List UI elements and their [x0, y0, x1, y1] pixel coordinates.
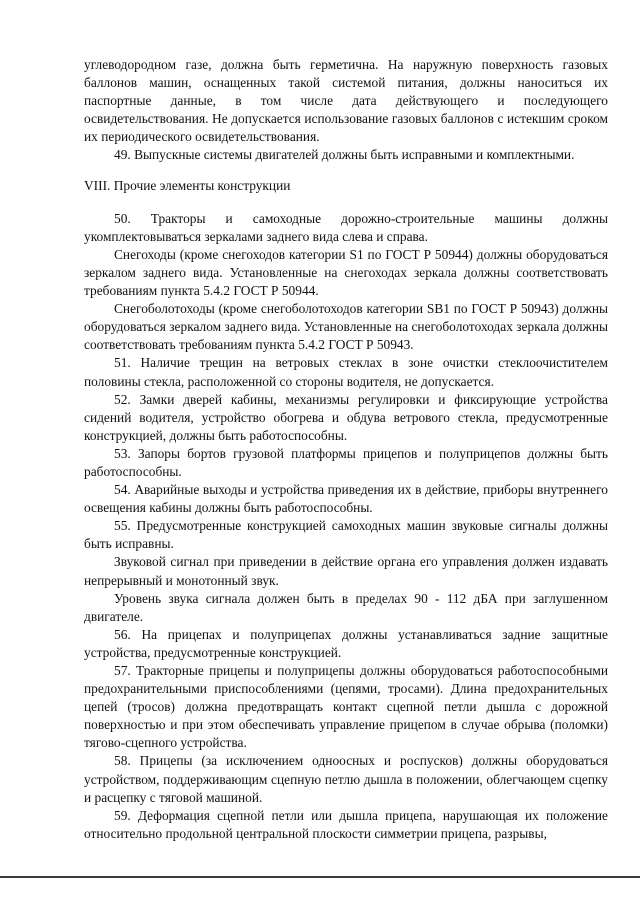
section-heading: VIII. Прочие элементы конструкции: [84, 177, 291, 193]
paragraph-continuation: углеводородном газе, должна быть герметична. На наружную поверхность газовых баллонов машин, оснащенных такой системой питания, должны наноситься их паспортные данные, в том числе дата действующего и последующего освидетельствования. Не допускается использование газовых баллонов с истекшим сроком их периодического освидетельствования.: [84, 57, 608, 145]
paragraph-50-swamp-vehicles: Снегоболотоходы (кроме снегоболотоходов категории SB1 по ГОСТ Р 50943) должны оборудоваться зеркалом заднего вида. Установленные на снегоболотоходах зеркала должны соответствовать требованиям пункта 5.4.2 ГОСТ Р 50943.: [84, 301, 608, 353]
scan-edge-divider: [0, 876, 640, 878]
paragraph-51: 51. Наличие трещин на ветровых стеклах в зоне очистки стеклоочистителем половины стекла, расположенной со стороны водителя, не допускается.: [84, 355, 608, 389]
paragraph-56: 56. На прицепах и полуприцепах должны устанавливаться задние защитные устройства, предусмотренные конструкцией.: [84, 626, 608, 660]
paragraph-49: 49. Выпускные системы двигателей должны быть исправными и комплектными.: [114, 147, 575, 163]
paragraph-55-signal: Звуковой сигнал при приведении в действие органа его управления должен издавать непрерывный и монотонный звук.: [84, 554, 608, 588]
paragraph-58: 58. Прицепы (за исключением одноосных и роспусков) должны оборудоваться устройством, поддерживающим сцепную петлю дышла в положении, облегчающем сцепку и расцепку с тяговой машиной.: [84, 753, 608, 805]
paragraph-52: 52. Замки дверей кабины, механизмы регулировки и фиксирующие устройства сидений водителя, устройство обогрева и обдува ветрового стекла, предусмотренные конструкцией, должны быть работоспособны.: [84, 391, 608, 443]
paragraph-53: 53. Запоры бортов грузовой платформы прицепов и полуприцепов должны быть работоспособны.: [84, 445, 608, 479]
paragraph-55-sound-level: Уровень звука сигнала должен быть в пределах 90 - 112 дБА при заглушенном двигателе.: [84, 590, 608, 624]
paragraph-54: 54. Аварийные выходы и устройства приведения их в действие, приборы внутреннего освещения кабины должны быть работоспособны.: [84, 482, 608, 516]
paragraph-50-snowmobiles: Снегоходы (кроме снегоходов категории S1 по ГОСТ Р 50944) должны оборудоваться зеркалом заднего вида. Установленные на снегоходах зеркала должны соответствовать требованиям пункта 5.4.2 ГОСТ Р 50944.: [84, 246, 608, 299]
paragraph-50: 50. Тракторы и самоходные дорожно-строительные машины должны укомплектовываться зеркалами заднего вида слева и справа.: [84, 210, 608, 244]
paragraph-59: 59. Деформация сцепной петли или дышла прицепа, нарушающая их положение относительно продольной центральной плоскости симметрии прицепа, разрывы,: [84, 807, 608, 841]
paragraph-55: 55. Предусмотренные конструкцией самоходных машин звуковые сигналы должны быть исправны.: [84, 518, 608, 552]
paragraph-57: 57. Тракторные прицепы и полуприцепы должны оборудоваться работоспособными предохранительными приспособлениями (цепями, тросами). Длина предохранительных цепей (тросов) должна предотвращать контакт сцепной петли дышла с дорожной поверхностью и при этом обеспечивать управление прицепом в случае обрыва (поломки) тягово-сцепного устройства.: [84, 663, 608, 751]
document-body: [84, 56, 608, 843]
